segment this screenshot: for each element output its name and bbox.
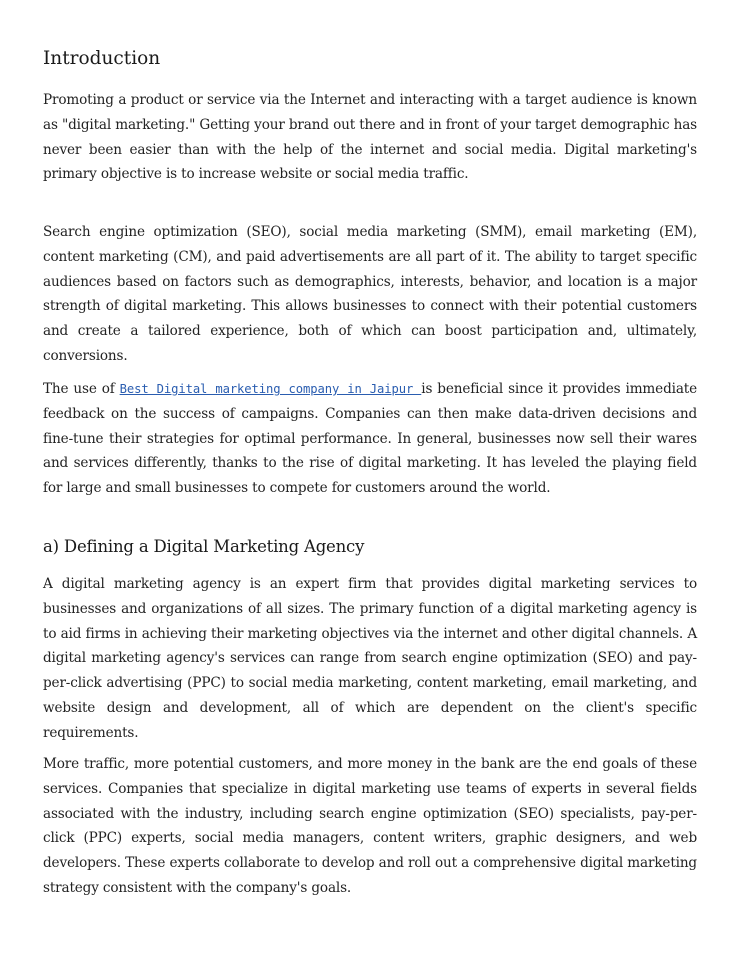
agency-paragraph-1: A digital marketing agency is an expert firm that provides digital marketing services to businesses and organizations of all sizes. The primary function of a digital marketing agency is to aid firms in achieving their marketing objectives via the internet and other digital channels. A digital marketing agency's services can range from search engine optimization (SEO) and pay-per-click advertising (PPC) to social media marketing, content marketing, email marketing, and website design and development, all of which are dependent on the client's specific requirements.: [43, 576, 697, 741]
agency-paragraph-2: More traffic, more potential customers, and more money in the bank are the end goals of these services. Companies that specialize in digital marketing use teams of experts in several fields associated with the industry, including search engine optimization (SEO) specialists, pay-per-click (PPC) experts, social media managers, content writers, graphic designers, and web developers. These experts collaborate to develop and roll out a comprehensive digital marketing strategy consistent with the company's goals.: [43, 756, 697, 896]
paragraph-3-trailing-text: is beneficial since it provides immediate feedback on the success of campaigns. Companies can then make data-driven decisions and fine-tune their strategies for optimal performance. In general, businesses now sell their wares and services differently, thanks to the rise of digital marketing. It has leveled the playing field for large and small businesses to compete for customers around the world.: [43, 381, 697, 497]
introduction-heading: Introduction: [43, 48, 161, 69]
paragraph-3-lead-text: The use of: [43, 381, 120, 397]
intro-paragraph-2: Search engine optimization (SEO), social media marketing (SMM), email marketing (EM), content marketing (CM), and paid advertisements are all part of it. The ability to target specific audiences based on factors such as demographics, interests, behavior, and location is a major strength of digital marketing. This allows businesses to connect with their potential customers and create a tailored experience, both of which can boost participation and, ultimately, conversions.: [43, 224, 697, 364]
agency-definition-heading: a) Defining a Digital Marketing Agency: [43, 537, 365, 556]
digital-marketing-company-link[interactable]: Best Digital marketing company in Jaipur: [119, 382, 422, 396]
intro-paragraph-1: Promoting a product or service via the Internet and interacting with a target audience is known as "digital marketing." Getting your brand out there and in front of your target demographic has never been easier than with the help of the internet and social media. Digital marketing's primary objective is to increase website or social media traffic.: [43, 92, 697, 183]
intro-paragraph-3: [43, 377, 697, 501]
